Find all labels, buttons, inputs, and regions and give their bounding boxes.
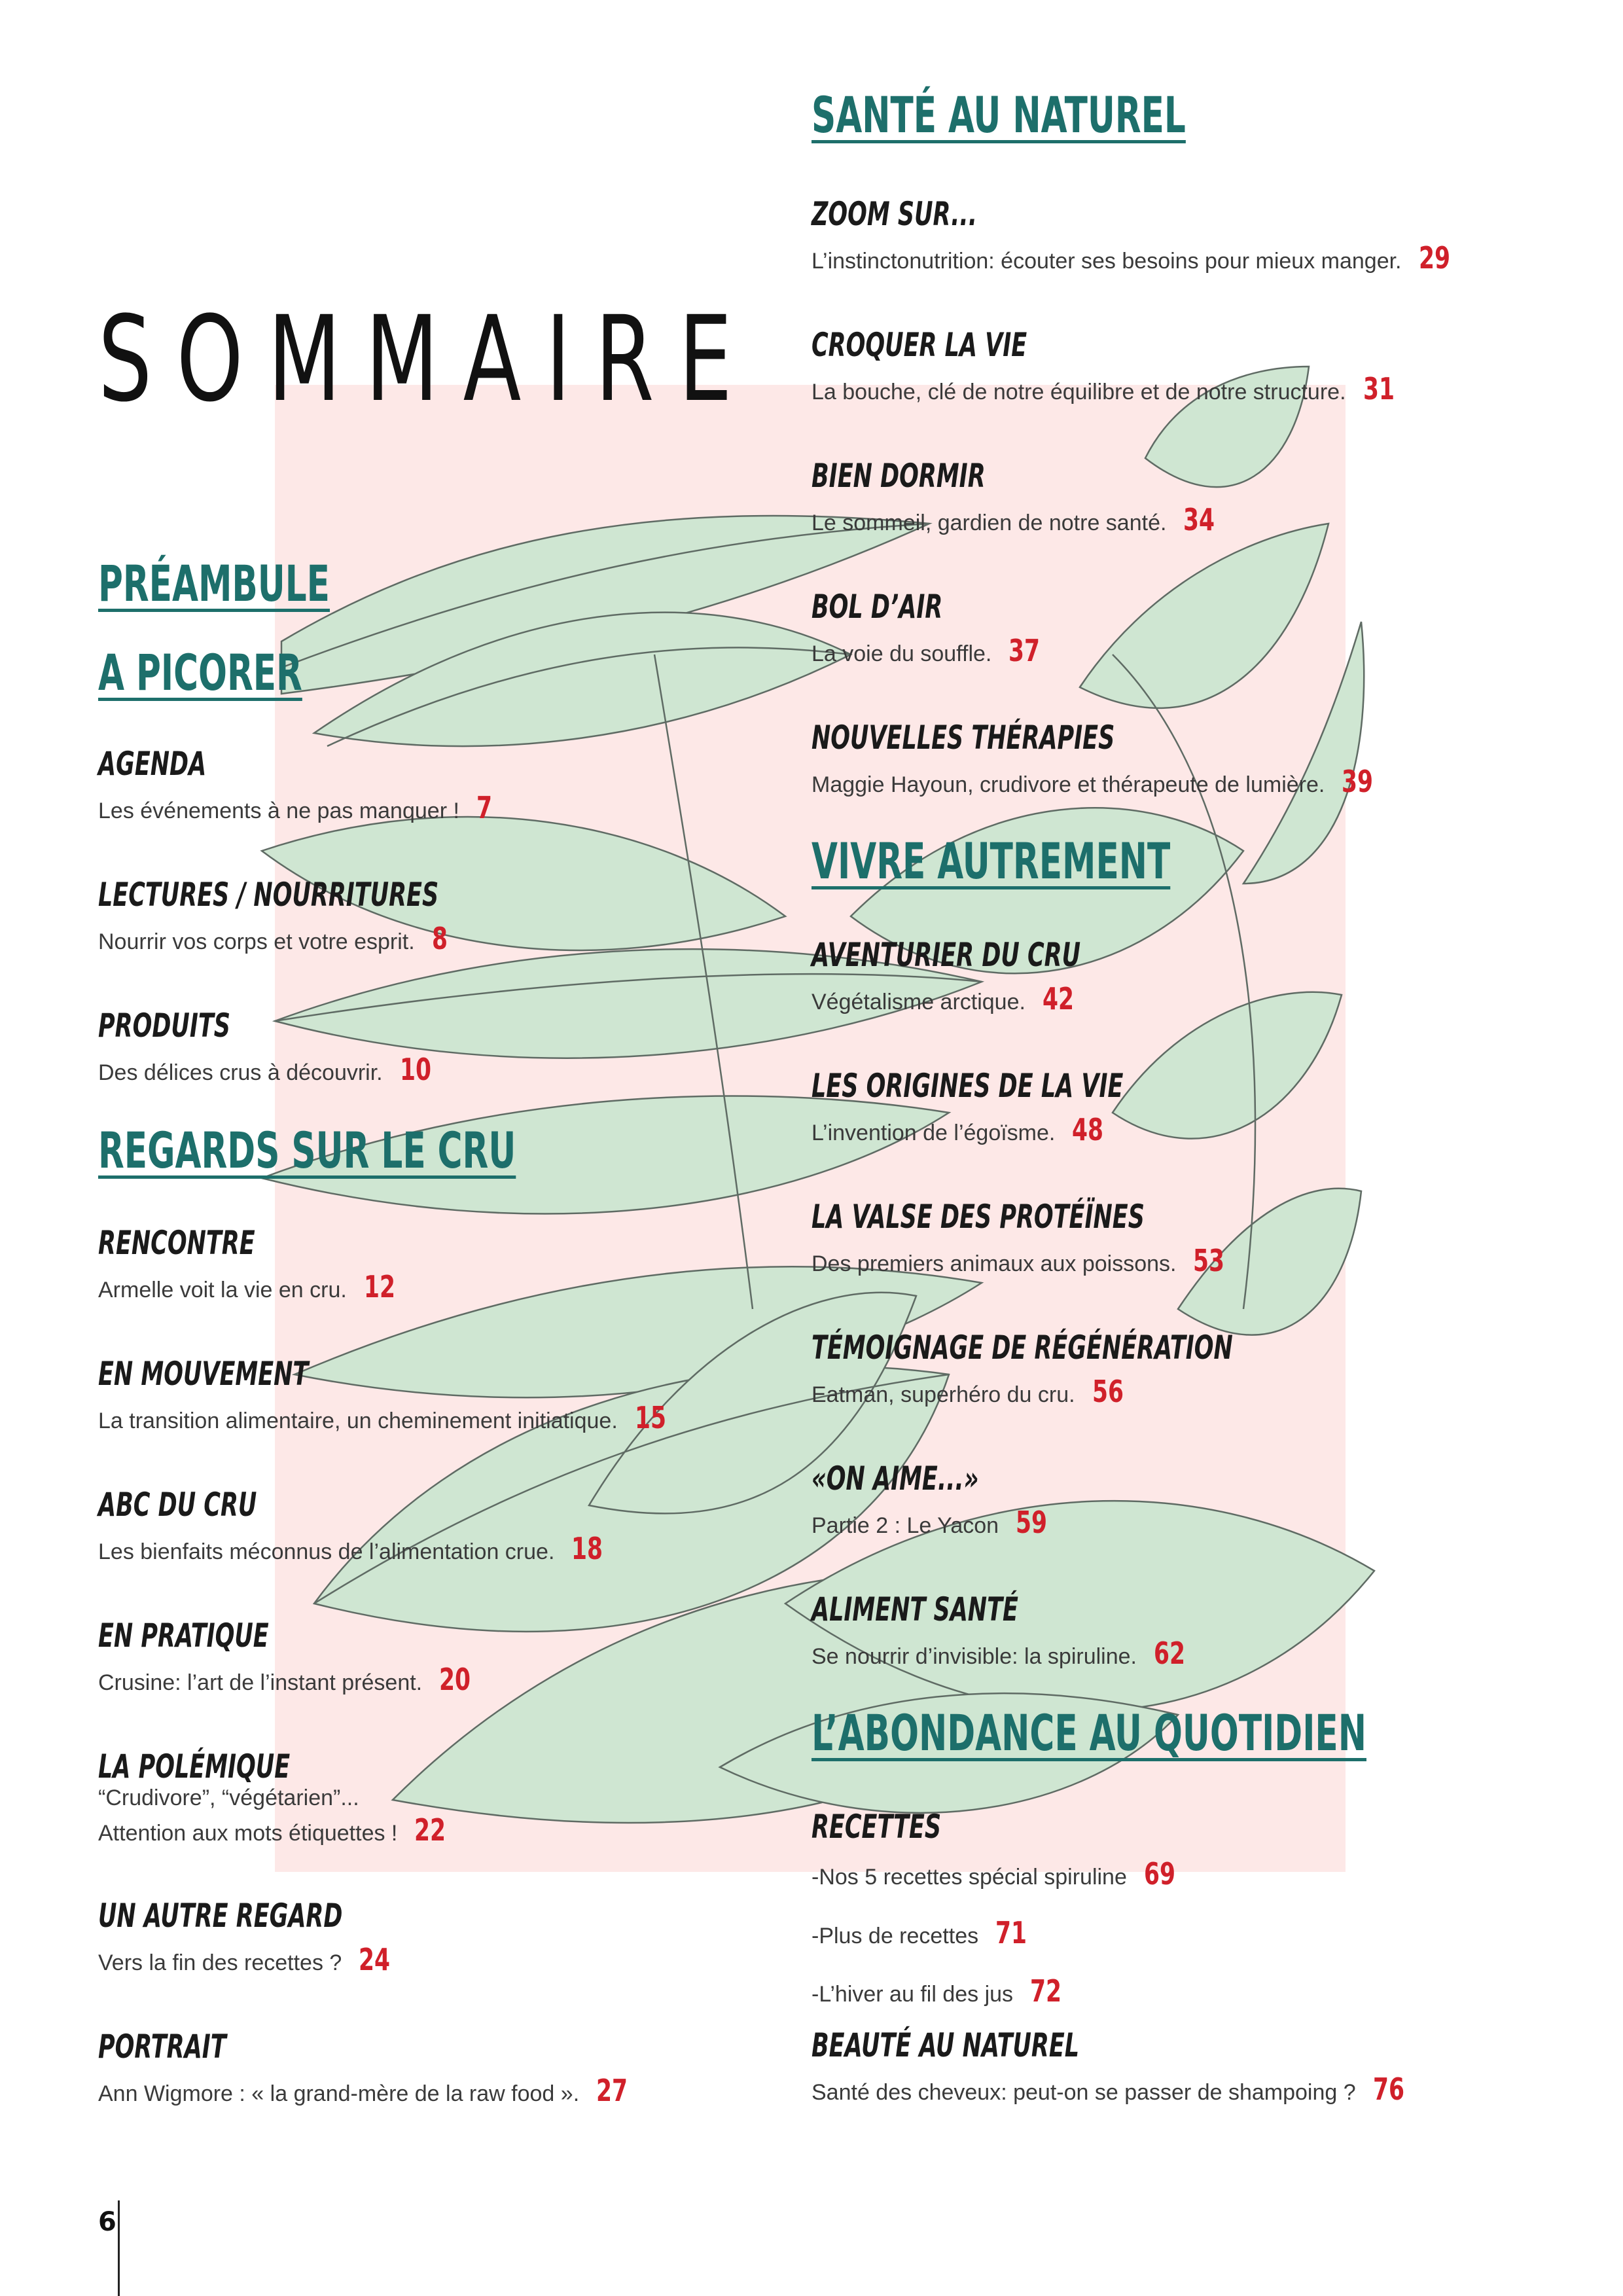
entry-heading: EN PRATIQUE — [98, 1617, 269, 1655]
entry-heading: UN AUTRE REGARD — [98, 1897, 343, 1935]
entry-heading: TÉMOIGNAGE DE RÉGÉNÉRATION — [812, 1329, 1233, 1367]
entry-description: Se nourrir d’invisible: la spiruline. — [812, 1644, 1137, 1669]
entry-description: Nourrir vos corps et votre esprit. — [98, 929, 415, 954]
toc-entry-beaute-au-naturel[interactable] — [812, 2028, 1531, 2109]
page-number: 72 — [1030, 1973, 1062, 2009]
section-regards-sur-le-cru[interactable]: REGARDS SUR LE CRU — [98, 1121, 516, 1179]
entry-description: Santé des cheveux: peut-on se passer de shampoing ? — [812, 2080, 1356, 2105]
page-number: 71 — [995, 1914, 1027, 1950]
folio-divider — [118, 2200, 120, 2296]
page-number: 15 — [634, 1400, 666, 1435]
entry-description: Le sommeil, gardien de notre santé. — [812, 511, 1167, 535]
entry-heading: AVENTURIER DU CRU — [812, 936, 1081, 974]
entry-heading: EN MOUVEMENT — [98, 1355, 309, 1393]
page-number: 27 — [596, 2073, 628, 2108]
page-number: 59 — [1016, 1505, 1048, 1540]
toc-entry-valse-des-proteines[interactable] — [812, 1199, 1531, 1281]
toc-entry-croquer-la-vie[interactable] — [812, 327, 1531, 409]
entry-heading: LES ORIGINES DE LA VIE — [812, 1067, 1124, 1105]
toc-entry-en-pratique[interactable] — [98, 1618, 818, 1700]
page-number: 7 — [476, 790, 492, 825]
toc-entry-on-aime[interactable] — [812, 1461, 1531, 1543]
page-title: SOMMAIRE — [98, 291, 757, 428]
page-number: 53 — [1193, 1243, 1225, 1278]
section-preambule[interactable]: PRÉAMBULE — [98, 554, 330, 613]
toc-entry-bol-d-air[interactable] — [812, 589, 1531, 671]
entry-heading: ABC DU CRU — [98, 1486, 257, 1524]
toc-entry-rencontre[interactable] — [98, 1225, 818, 1307]
page-number: 20 — [439, 1662, 471, 1697]
page-number: 31 — [1363, 371, 1395, 406]
entry-heading: NOUVELLES THÉRAPIES — [812, 719, 1115, 757]
entry-heading: «ON AIME...» — [812, 1460, 979, 1498]
recette-item[interactable] — [812, 1904, 1531, 1963]
entry-description: Partie 2 : Le Yacon — [812, 1513, 999, 1538]
toc-entry-bien-dormir[interactable] — [812, 458, 1531, 540]
entry-heading: PRODUITS — [98, 1007, 230, 1045]
entry-heading: BOL D’AIR — [812, 588, 943, 626]
entry-description: L’invention de l’égoïsme. — [812, 1121, 1056, 1145]
page-number: 34 — [1183, 502, 1215, 537]
page-number: 24 — [359, 1942, 391, 1977]
entry-description: Les événements à ne pas manquer ! — [98, 798, 459, 823]
entry-description: Eatman, superhéro du cru. — [812, 1382, 1075, 1407]
page-number: 10 — [399, 1052, 431, 1087]
entry-description: Armelle voit la vie en cru. — [98, 1278, 347, 1302]
entry-heading: RECETTES — [812, 1808, 942, 1846]
entry-description: La transition alimentaire, un cheminement initiatique. — [98, 1408, 618, 1433]
page-number: 8 — [431, 921, 448, 956]
entry-description: Les bienfaits méconnus de l’alimentation crue. — [98, 1539, 555, 1564]
toc-entry-aliment-sante[interactable] — [812, 1592, 1531, 1674]
entry-description: -Plus de recettes — [812, 1923, 979, 1948]
toc-entry-origines-de-la-vie[interactable] — [812, 1068, 1531, 1150]
toc-entry-abc-du-cru[interactable] — [98, 1487, 818, 1569]
toc-entry-zoom-sur[interactable] — [812, 196, 1531, 278]
entry-description: Végétalisme arctique. — [812, 990, 1026, 1014]
page-number: 56 — [1092, 1374, 1124, 1409]
entry-description: La voie du souffle. — [812, 641, 992, 666]
page-number: 39 — [1342, 764, 1374, 799]
page-number: 76 — [1372, 2072, 1404, 2107]
entry-heading: LA POLÉMIQUE — [98, 1748, 291, 1785]
folio-page-number: 6 — [98, 2207, 116, 2237]
entry-heading: BIEN DORMIR — [812, 457, 986, 495]
toc-entry-lectures[interactable] — [98, 877, 818, 959]
section-abondance-au-quotidien[interactable]: L’ABONDANCE AU QUOTIDIEN — [812, 1704, 1366, 1762]
entry-description: Ann Wigmore : « la grand-mère de la raw food ». — [98, 2081, 580, 2106]
toc-entry-portrait[interactable] — [98, 2029, 818, 2111]
toc-entry-un-autre-regard[interactable] — [98, 1898, 818, 1980]
recette-item[interactable] — [812, 1962, 1531, 2021]
entry-heading: CROQUER LA VIE — [812, 326, 1027, 364]
entry-heading: AGENDA — [98, 745, 207, 783]
page-number: 42 — [1042, 981, 1074, 1016]
entry-description-line-1: “Crudivore”, “végétarien”... — [98, 1785, 359, 1810]
entry-heading: LECTURES / NOURRITURES — [98, 876, 439, 914]
page-number: 37 — [1008, 633, 1041, 668]
entry-heading: ZOOM SUR... — [812, 195, 978, 233]
entry-heading: LA VALSE DES PROTÉÏNES — [812, 1198, 1145, 1236]
entry-heading: BEAUTÉ AU NATUREL — [812, 2026, 1080, 2064]
entry-description: Maggie Hayoun, crudivore et thérapeute de lumière. — [812, 772, 1325, 797]
entry-description: Crusine: l’art de l’instant présent. — [98, 1670, 423, 1695]
section-vivre-autrement[interactable]: VIVRE AUTREMENT — [812, 832, 1171, 890]
entry-description: -Nos 5 recettes spécial spiruline — [812, 1865, 1127, 1890]
section-sante-au-naturel[interactable]: SANTÉ AU NATUREL — [812, 86, 1186, 144]
entry-description: Des premiers animaux aux poissons. — [812, 1251, 1177, 1276]
recette-item[interactable] — [812, 1845, 1531, 1904]
entry-description-line-2: Attention aux mots étiquettes ! — [98, 1821, 398, 1846]
toc-entry-agenda[interactable] — [98, 746, 818, 828]
section-a-picorer[interactable]: A PICORER — [98, 643, 302, 702]
entry-description: Vers la fin des recettes ? — [98, 1950, 342, 1975]
entry-description: Des délices crus à découvrir. — [98, 1060, 383, 1085]
toc-entry-en-mouvement[interactable] — [98, 1356, 818, 1438]
entry-description: -L’hiver au fil des jus — [812, 1982, 1014, 2007]
toc-entry-produits[interactable] — [98, 1008, 818, 1090]
entry-heading: ALIMENT SANTÉ — [812, 1590, 1018, 1628]
entry-description: La bouche, clé de notre équilibre et de notre structure. — [812, 380, 1346, 404]
page-number: 12 — [363, 1269, 395, 1304]
toc-entry-la-polemique[interactable] — [98, 1749, 818, 1849]
page-number: 22 — [414, 1812, 446, 1848]
page-number: 29 — [1418, 240, 1450, 276]
toc-entry-nouvelles-therapies[interactable] — [812, 720, 1531, 802]
toc-entry-temoignage[interactable] — [812, 1330, 1531, 1412]
page-number: 48 — [1072, 1112, 1104, 1147]
toc-entry-recettes[interactable] — [812, 1809, 1531, 2021]
entry-heading: PORTRAIT — [98, 2028, 226, 2066]
entry-heading: RENCONTRE — [98, 1224, 255, 1262]
toc-entry-aventurier-du-cru[interactable] — [812, 937, 1531, 1019]
page-number: 18 — [571, 1531, 603, 1566]
entry-description: L’instinctonutrition: écouter ses besoins pour mieux manger. — [812, 249, 1402, 274]
page-number: 69 — [1143, 1856, 1175, 1892]
page-number: 62 — [1154, 1636, 1186, 1671]
